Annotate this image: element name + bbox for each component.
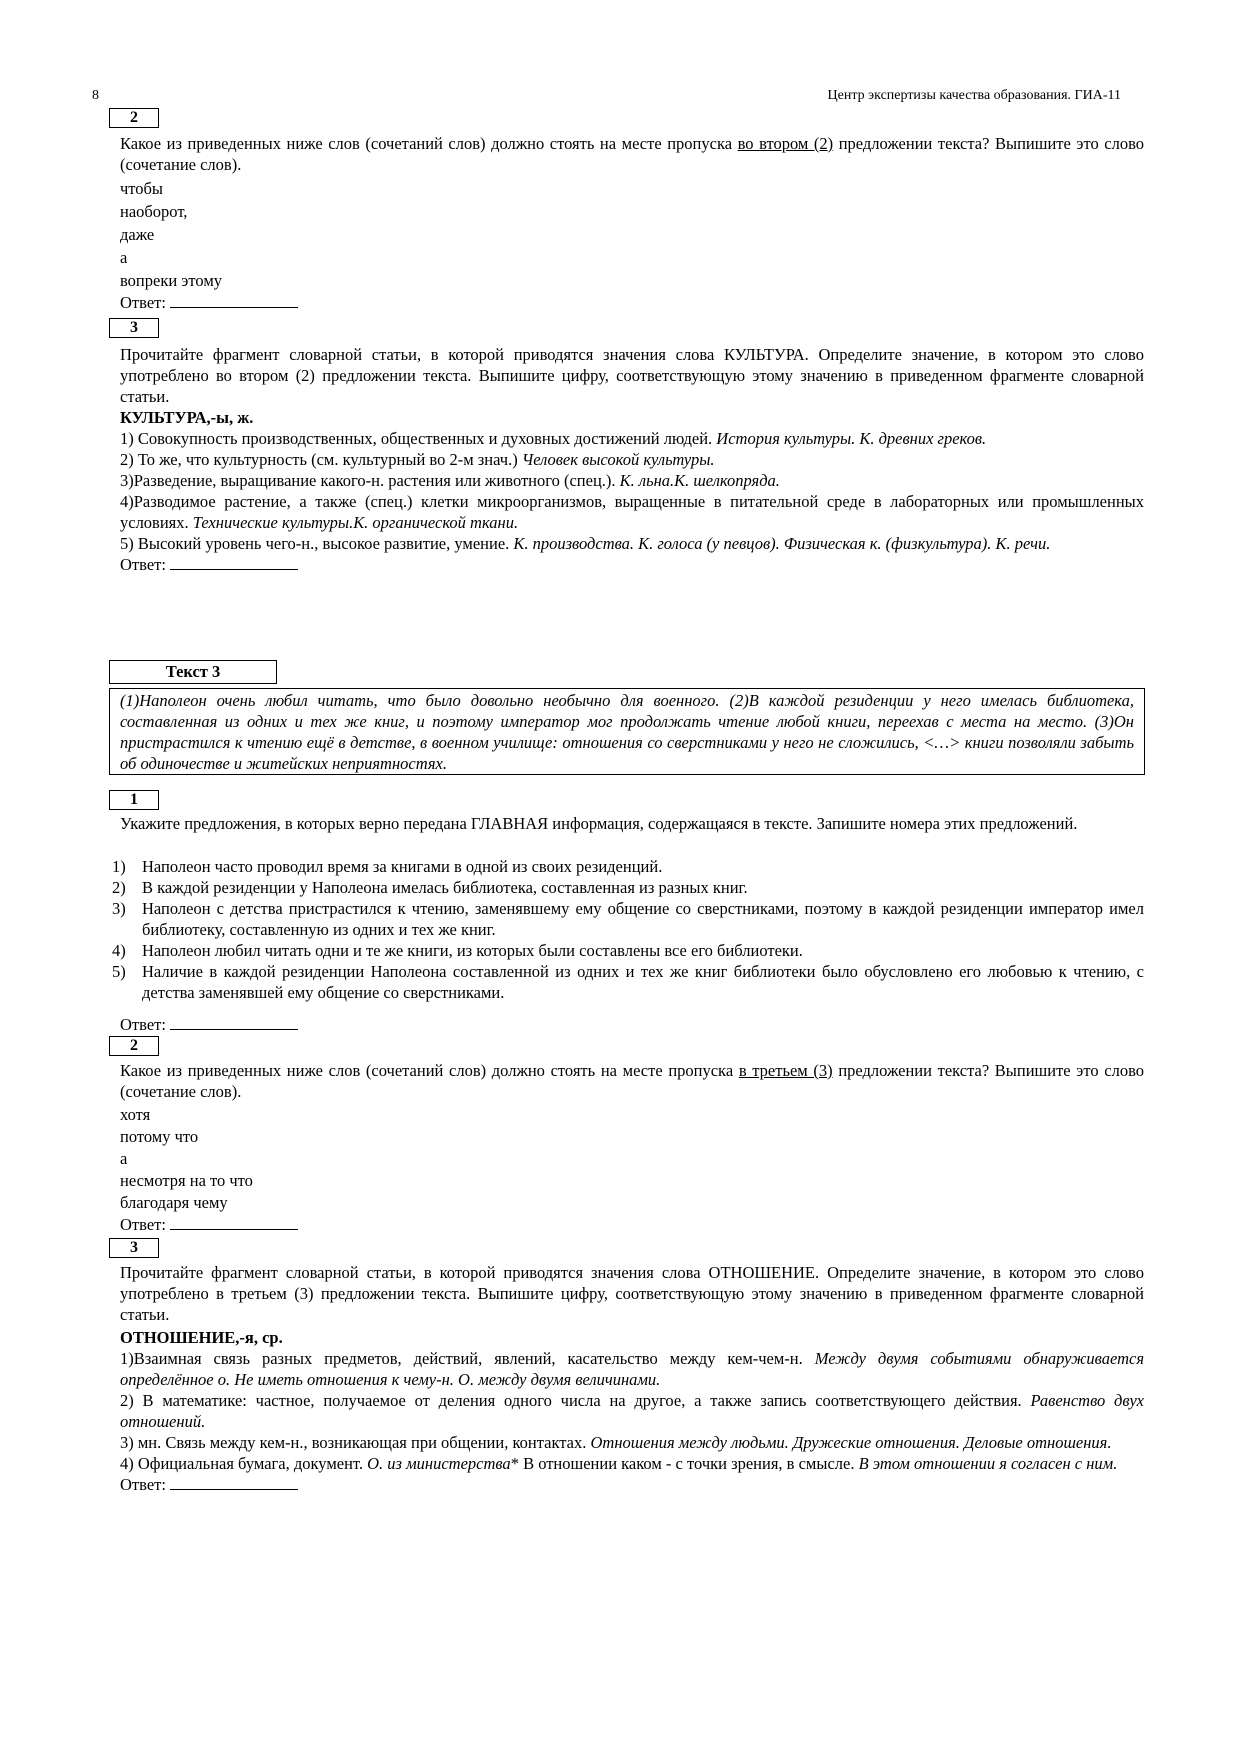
option: потому что (120, 1127, 199, 1146)
question-number-box: 3 (109, 318, 159, 338)
option: чтобы (120, 179, 164, 198)
answer-row (120, 554, 1144, 575)
option: а (120, 1149, 128, 1168)
answer-row (120, 292, 1144, 313)
question-2-prompt (120, 133, 1144, 175)
text-title-box: Текст 3 (109, 660, 277, 684)
meaning-4: 4)Разводимое растение, а также (спец.) клетки микроорганизмов, выращенные в питательной среде в лабораторных или промышленных условиях. Технические культуры.К. органической ткани. (120, 492, 1144, 532)
question-number-box: 2 (109, 1036, 159, 1056)
meaning-1: 1) Совокупность производственных, общественных и духовных достижений людей. История культуры. К. древних греков. (120, 429, 987, 448)
meaning-2: 2) В математике: частное, получаемое от деления одного числа на другое, а также запись соответствующего действия. Равенство двух отношений. (120, 1391, 1144, 1431)
list-item: 4) Наполеон любил читать одни и те же книги, из которых были составлены все его библиотеки. (112, 941, 803, 960)
list-item: 1) Наполеон часто проводил время за книгами в одной из своих резиденций. (112, 857, 663, 876)
meaning-5: 5) Высокий уровень чего-н., высокое развитие, умение. К. производства. К. голоса (у певцов). Физическая к. (физкультура). К. речи. (120, 534, 1051, 553)
question-1-options (112, 856, 1144, 1003)
question-1-prompt: Укажите предложения, в которых верно передана ГЛАВНАЯ информация, содержащаяся в тексте. Запишите номера этих предложений. (120, 814, 1078, 833)
question-number-box: 1 (109, 790, 159, 810)
answer-label: Ответ: (120, 293, 166, 312)
option: вопреки этому (120, 271, 223, 290)
dictionary-entry-otnoshenie (120, 1327, 1144, 1495)
answer-label: Ответ: (120, 1475, 166, 1494)
option: наоборот, (120, 202, 188, 221)
dictionary-entry-kultura (120, 407, 1144, 575)
option: хотя (120, 1105, 151, 1124)
answer-row (120, 1474, 1144, 1495)
list-item: 3) Наполеон с детства пристрастился к чтению, заменявшему ему общение со сверстниками, поэтому в каждой резиденции император имел библиотеку, составленную из одних и тех же книг. (112, 899, 1144, 939)
question-3-prompt: Прочитайте фрагмент словарной статьи, в которой приводятся значения слова КУЛЬТУРА. Определите значение, в котором это слово употреблено во втором (2) предложении текста. Выпишите цифру, соответствующую этому значению в приведенном фрагменте словарной статьи. (120, 345, 1144, 406)
list-item: 5) Наличие в каждой резиденции Наполеона составленной из одних и тех же книг библиотеки было обусловлено его любовью к чтению, с детства заменявшей ему общение со сверстниками. (112, 962, 1144, 1002)
meaning-1: 1)Взаимная связь разных предметов, действий, явлений, касательство между кем-чем-н. Между двумя событиями обнаруживается определённое о. Не иметь отношения к чему-н. О. между двумя величинами. (120, 1349, 1144, 1389)
headword: ОТНОШЕНИЕ,-я, ср. (120, 1328, 283, 1347)
meaning-2: 2) То же, что культурность (см. культурный во 2-м знач.) Человек высокой культуры. (120, 450, 715, 469)
prompt-underlined: во втором (2) (737, 134, 834, 153)
option: даже (120, 225, 155, 244)
answer-field[interactable] (170, 293, 298, 308)
question-3-prompt: Прочитайте фрагмент словарной статьи, в которой приводятся значения слова ОТНОШЕНИЕ. Определите значение, в котором это слово употреблено в третьем (3) предложении текста. Выпишите цифру, соответствующую этому значению в приведенном фрагменте словарной статьи. (120, 1263, 1144, 1324)
question-number-box: 3 (109, 1238, 159, 1258)
question-number-box: 2 (109, 108, 159, 128)
meaning-3: 3)Разведение, выращивание какого-н. растения или животного (спец.). К. льна.К. шелкопряда. (120, 471, 780, 490)
list-item: 2) В каждой резиденции у Наполеона имелась библиотека, составленная из разных книг. (112, 878, 748, 897)
running-header: Центр экспертизы качества образования. ГИА-11 (827, 88, 1121, 103)
meaning-3: 3) мн. Связь между кем-н., возникающая при общении, контактах. Отношения между людьми. Дружеские отношения. Деловые отношения. (120, 1433, 1112, 1452)
question-2-options (120, 1104, 1144, 1235)
option: несмотря на то что (120, 1171, 253, 1190)
prompt-underlined: в третьем (3) (738, 1061, 833, 1080)
answer-row (120, 1014, 1144, 1035)
answer-field[interactable] (170, 1475, 298, 1490)
option: а (120, 248, 128, 267)
text-3-passage: (1)Наполеон очень любил читать, что было довольно необычно для военного. (2)В каждой резиденции у него имелась библиотека, составленная из одних и тех же книг, и поэтому император мог продолжать чтение любой книги, переехав с места на место. (3)Он пристрастился к чтению ещё в детстве, в военном училище: отношения со сверстниками у него не сложились, <…> книги позволяли забыть об одиночестве и житейских неприятностях. (109, 688, 1145, 775)
answer-label: Ответ: (120, 1015, 166, 1034)
question-2-options (120, 178, 1144, 313)
answer-row (120, 1214, 1144, 1235)
answer-label: Ответ: (120, 1215, 166, 1234)
page-number: 8 (92, 88, 99, 103)
answer-field[interactable] (170, 1015, 298, 1030)
answer-field[interactable] (170, 1215, 298, 1230)
meaning-4: 4) Официальная бумага, документ. О. из министерства* В отношении каком - с точки зрения, в смысле. В этом отношении я согласен с ним. (120, 1454, 1118, 1473)
prompt-text: Какое из приведенных ниже слов (сочетаний слов) должно стоять на месте пропуска (120, 134, 738, 153)
answer-field[interactable] (170, 555, 298, 570)
question-2-prompt (120, 1060, 1144, 1102)
prompt-text: предложении текста? Выпишите это слово (сочетание слов). (120, 134, 1144, 174)
option: благодаря чему (120, 1193, 228, 1212)
headword: КУЛЬТУРА,-ы, ж. (120, 408, 254, 427)
answer-label: Ответ: (120, 555, 166, 574)
prompt-text: предложении текста? Выпишите это слово (сочетание слов). (120, 1061, 1144, 1101)
prompt-text: Какое из приведенных ниже слов (сочетаний слов) должно стоять на месте пропуска (120, 1061, 739, 1080)
